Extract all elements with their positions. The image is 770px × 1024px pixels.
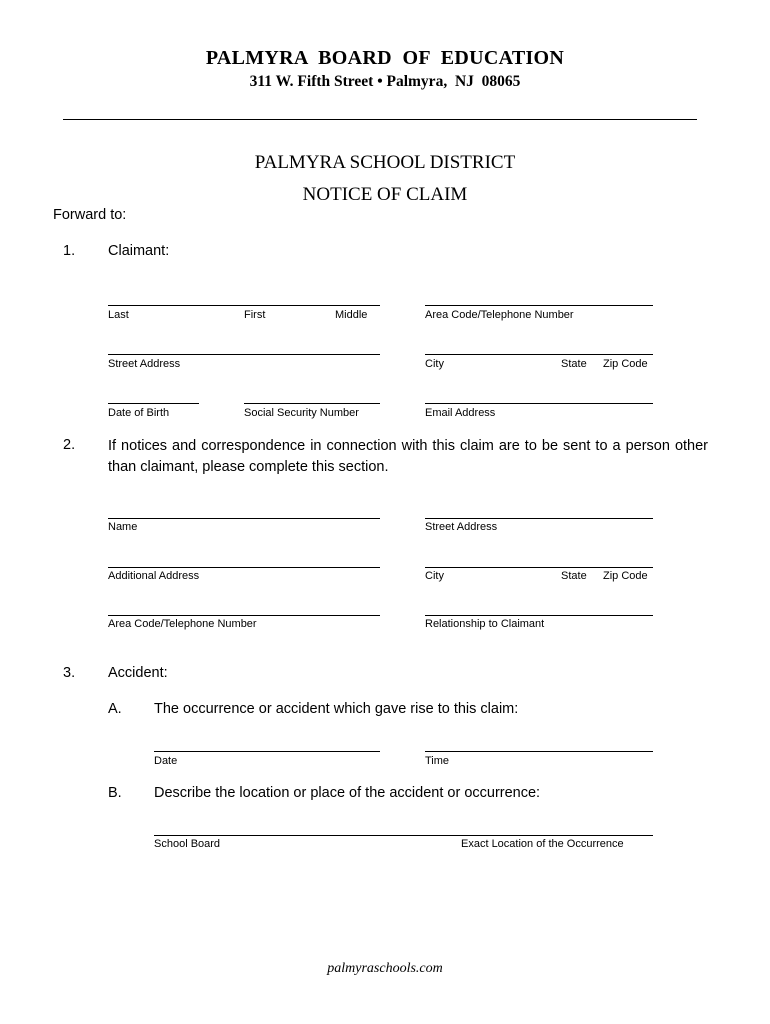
document-title: NOTICE OF CLAIM <box>302 184 468 205</box>
subsection-a-text: The occurrence or accident which gave rise to this claim: <box>154 701 519 717</box>
claimant-email-field[interactable] <box>425 403 653 404</box>
header-divider <box>63 119 697 120</box>
contact-phone-label: Area Code/Telephone Number <box>108 618 257 630</box>
city-label: City <box>425 358 444 370</box>
claimant-phone-field[interactable] <box>425 305 653 306</box>
district-name: PALMYRA SCHOOL DISTRICT <box>254 152 516 173</box>
school-board-label: School Board <box>154 838 221 850</box>
forward-to-label: Forward to: <box>53 207 127 223</box>
accident-date-field[interactable] <box>154 751 380 752</box>
section3-number: 3. <box>63 665 76 681</box>
subsection-a-letter: A. <box>108 701 122 717</box>
contact-street-field[interactable] <box>425 518 653 519</box>
section3-heading: Accident: <box>108 665 168 681</box>
accident-time-label: Time <box>425 755 450 767</box>
section2-number: 2. <box>63 437 76 453</box>
subsection-b-text: Describe the location or place of the accident or occurrence: <box>154 785 541 801</box>
email-label: Email Address <box>425 407 496 419</box>
organization-title: PALMYRA BOARD OF EDUCATION <box>205 47 565 69</box>
exact-location-label: Exact Location of the Occurrence <box>461 838 624 850</box>
footer-website: palmyraschools.com <box>327 961 443 976</box>
accident-time-field[interactable] <box>425 751 653 752</box>
section2-instructions: If notices and correspondence in connection with this claim are to be sent to a person other than claimant, please complete this section. <box>108 438 708 475</box>
contact-phone-field[interactable] <box>108 615 380 616</box>
claimant-name-field[interactable] <box>108 305 380 306</box>
section1-heading: Claimant: <box>108 243 170 259</box>
claimant-dob-field[interactable] <box>108 403 199 404</box>
zip-label: Zip Code <box>603 358 648 370</box>
state-label: State <box>561 358 587 370</box>
accident-location-field[interactable] <box>154 835 653 836</box>
organization-address: 311 W. Fifth Street • Palmyra, NJ 08065 <box>249 73 521 90</box>
contact-street-label: Street Address <box>425 521 498 533</box>
contact-city-label: City <box>425 570 444 582</box>
contact-zip-label: Zip Code <box>603 570 648 582</box>
first-label: First <box>244 309 266 321</box>
accident-date-label: Date <box>154 755 178 767</box>
contact-additional-address-label: Additional Address <box>108 570 200 582</box>
contact-name-label: Name <box>108 521 138 533</box>
street-label: Street Address <box>108 358 181 370</box>
claimant-city-field[interactable] <box>425 354 653 355</box>
ssn-label: Social Security Number <box>244 407 359 419</box>
phone-label: Area Code/Telephone Number <box>425 309 574 321</box>
contact-state-label: State <box>561 570 587 582</box>
last-label: Last <box>108 309 129 321</box>
subsection-b-letter: B. <box>108 785 122 801</box>
contact-relationship-field[interactable] <box>425 615 653 616</box>
contact-relationship-label: Relationship to Claimant <box>425 618 545 630</box>
contact-additional-address-field[interactable] <box>108 567 380 568</box>
section1-number: 1. <box>63 243 76 259</box>
middle-label: Middle <box>335 309 368 321</box>
claimant-ssn-field[interactable] <box>244 403 380 404</box>
contact-city-field[interactable] <box>425 567 653 568</box>
claimant-street-field[interactable] <box>108 354 380 355</box>
dob-label: Date of Birth <box>108 407 170 419</box>
contact-name-field[interactable] <box>108 518 380 519</box>
